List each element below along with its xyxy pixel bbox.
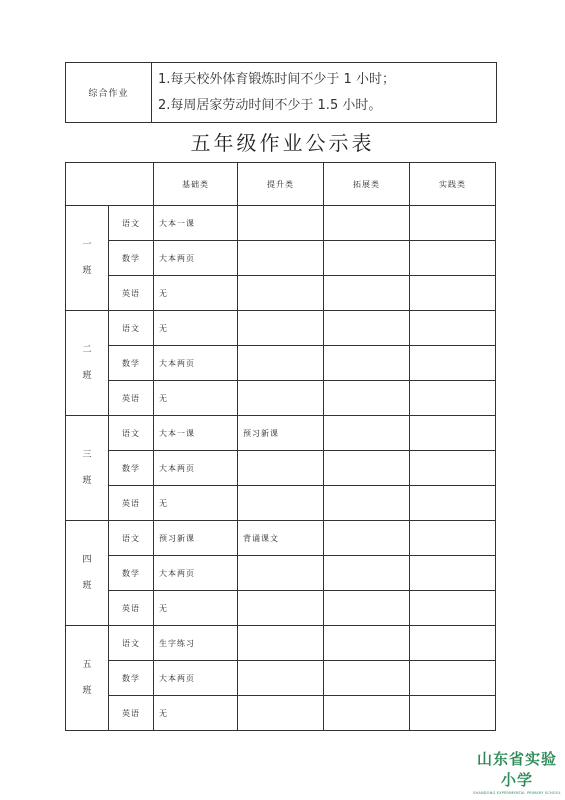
advanced-homework-cell: 预习新课: [238, 416, 324, 451]
extended-homework-cell: [324, 451, 410, 486]
comprehensive-homework-table: [65, 62, 497, 123]
class-name-cell: [66, 311, 109, 416]
basic-homework-cell: 无: [154, 486, 238, 521]
advanced-homework-cell: [238, 346, 324, 381]
practice-homework-cell: [410, 521, 496, 556]
basic-homework-cell: 无: [154, 696, 238, 731]
page-title: 五年级作业公示表: [190, 131, 375, 155]
comprehensive-homework-label: 综合作业: [66, 63, 152, 123]
subject-cell: 语文: [109, 311, 154, 346]
advanced-homework-cell: [238, 206, 324, 241]
table-row: [66, 276, 496, 311]
class-name-cell: [66, 206, 109, 311]
practice-homework-cell: [410, 451, 496, 486]
practice-homework-cell: [410, 486, 496, 521]
subject-cell: 数学: [109, 346, 154, 381]
class-name-char: 班: [82, 371, 92, 381]
extended-homework-cell: [324, 381, 410, 416]
table-row: [66, 486, 496, 521]
advanced-homework-cell: [238, 381, 324, 416]
advanced-homework-cell: [238, 486, 324, 521]
extended-homework-cell: [324, 206, 410, 241]
practice-homework-cell: [410, 591, 496, 626]
subject-cell: 英语: [109, 591, 154, 626]
school-logo-name: 山东省实验小学: [476, 750, 557, 789]
homework-table: [65, 162, 496, 731]
header-advanced: 提升类: [238, 163, 324, 206]
class-name-char: 三: [82, 450, 92, 460]
practice-homework-cell: [410, 381, 496, 416]
advanced-homework-cell: [238, 276, 324, 311]
advanced-homework-cell: [238, 696, 324, 731]
basic-homework-cell: 大本两页: [154, 241, 238, 276]
subject-cell: 英语: [109, 381, 154, 416]
basic-homework-cell: 预习新课: [154, 521, 238, 556]
table-row: [66, 241, 496, 276]
subject-cell: 语文: [109, 626, 154, 661]
extended-homework-cell: [324, 416, 410, 451]
school-logo-english: SHANDONG EXPERIMENTAL PRIMARY SCHOOL: [473, 791, 561, 795]
header-basic: 基础类: [154, 163, 238, 206]
practice-homework-cell: [410, 241, 496, 276]
class-name-char: 班: [82, 581, 92, 591]
subject-cell: 英语: [109, 276, 154, 311]
advanced-homework-cell: [238, 311, 324, 346]
practice-homework-cell: [410, 696, 496, 731]
practice-homework-cell: [410, 346, 496, 381]
extended-homework-cell: [324, 626, 410, 661]
extended-homework-cell: [324, 521, 410, 556]
practice-homework-cell: [410, 206, 496, 241]
class-name-cell: [66, 416, 109, 521]
extended-homework-cell: [324, 311, 410, 346]
practice-homework-cell: [410, 556, 496, 591]
table-row: [66, 696, 496, 731]
basic-homework-cell: 无: [154, 311, 238, 346]
class-name-char: 五: [82, 660, 92, 670]
advanced-homework-cell: [238, 661, 324, 696]
basic-homework-cell: 无: [154, 591, 238, 626]
subject-cell: 数学: [109, 556, 154, 591]
basic-homework-cell: 大本一课: [154, 206, 238, 241]
extended-homework-cell: [324, 661, 410, 696]
advanced-homework-cell: [238, 451, 324, 486]
class-name-char: 班: [82, 266, 92, 276]
subject-cell: 语文: [109, 416, 154, 451]
table-row: [66, 591, 496, 626]
advanced-homework-cell: [238, 556, 324, 591]
table-row: [66, 451, 496, 486]
subject-cell: 数学: [109, 241, 154, 276]
table-row: [66, 311, 496, 346]
class-name-cell: [66, 521, 109, 626]
table-row: [66, 661, 496, 696]
comprehensive-homework-content: [152, 63, 497, 123]
table-row: [66, 381, 496, 416]
subject-cell: 语文: [109, 206, 154, 241]
basic-homework-cell: 无: [154, 381, 238, 416]
basic-homework-cell: 无: [154, 276, 238, 311]
table-row: [66, 206, 496, 241]
advanced-homework-cell: [238, 591, 324, 626]
header-empty-cell: [66, 163, 154, 206]
class-name-char: 一: [82, 240, 92, 250]
extended-homework-cell: [324, 346, 410, 381]
extended-homework-cell: [324, 276, 410, 311]
table-row: [66, 521, 496, 556]
practice-homework-cell: [410, 416, 496, 451]
subject-cell: 数学: [109, 661, 154, 696]
table-row: [66, 416, 496, 451]
subject-cell: 英语: [109, 696, 154, 731]
extended-homework-cell: [324, 556, 410, 591]
table-row: [66, 556, 496, 591]
header-extended: 拓展类: [324, 163, 410, 206]
basic-homework-cell: 大本两页: [154, 451, 238, 486]
comprehensive-homework-line-2: 2.每周居家劳动时间不少于 1.5 小时。: [158, 97, 382, 113]
advanced-homework-cell: [238, 626, 324, 661]
class-name-cell: [66, 626, 109, 731]
class-name-char: 二: [82, 345, 92, 355]
basic-homework-cell: 生字练习: [154, 626, 238, 661]
practice-homework-cell: [410, 661, 496, 696]
header-practice: 实践类: [410, 163, 496, 206]
subject-cell: 英语: [109, 486, 154, 521]
comprehensive-homework-line-1: 1.每天校外体育锻炼时间不少于 1 小时；: [158, 71, 395, 87]
class-name-char: 班: [82, 686, 92, 696]
homework-table-body: [66, 163, 496, 731]
practice-homework-cell: [410, 276, 496, 311]
practice-homework-cell: [410, 311, 496, 346]
advanced-homework-cell: 背诵课文: [238, 521, 324, 556]
subject-cell: 数学: [109, 451, 154, 486]
basic-homework-cell: 大本一课: [154, 416, 238, 451]
extended-homework-cell: [324, 241, 410, 276]
class-name-char: 四: [82, 555, 92, 565]
table-header-row: [66, 163, 496, 206]
advanced-homework-cell: [238, 241, 324, 276]
basic-homework-cell: 大本两页: [154, 661, 238, 696]
extended-homework-cell: [324, 486, 410, 521]
subject-cell: 语文: [109, 521, 154, 556]
practice-homework-cell: [410, 626, 496, 661]
basic-homework-cell: 大本两页: [154, 556, 238, 591]
school-logo: [472, 748, 562, 795]
table-row: [66, 346, 496, 381]
extended-homework-cell: [324, 696, 410, 731]
basic-homework-cell: 大本两页: [154, 346, 238, 381]
extended-homework-cell: [324, 591, 410, 626]
class-name-char: 班: [82, 476, 92, 486]
table-row: [66, 626, 496, 661]
